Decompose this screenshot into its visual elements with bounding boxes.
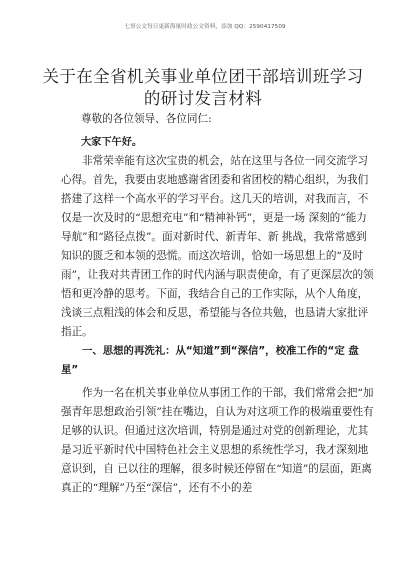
document-title: 关于在全省机关事业单位团干部培训班学习的研讨发言材料 bbox=[42, 67, 364, 108]
salutation: 尊敬的各位领导、各位同仁: bbox=[81, 113, 212, 125]
header-note: 七哥公文每日更新海量时政公文资料，添加 QQ：2590417509 bbox=[124, 24, 286, 30]
section-heading: 一、思想的再洗礼：从“知道”到“深信”，校准工作的“定 盘星” bbox=[61, 345, 359, 376]
document-body bbox=[61, 110, 375, 498]
greeting: 大家下午好。 bbox=[81, 137, 143, 148]
intro-paragraph: 非常荣幸能有这次宝贵的机会，站在这里与各位一同交流学习心得。首先，我要由衷地感谢省团委和省团校的精心组织，为我们搭建了这样一个高水平的学习平台。这几天的培训，对我而言，不仅是一次及时的“思想充电”和“精神补钙”，更是一场 深刻的”能力导航”和“路径点拨”。面对新时代、新青年、新 挑战，我常常感到知识的匮乏和本领的恐慌。而这次培训，恰如一场思想上的“及时雨”，让我对共青团工作的时代内涵与职责使命，有了更深层次的领悟和更冷静的思考。下面，我结合自己的工作实际，从个人角度，浅谈三点粗浅的体会和反思，希望能与各位共勉，也恳请大家批评指正。 bbox=[61, 155, 374, 338]
section-paragraph: 作为一名在机关事业单位从事团工作的干部，我们常常会把“加强青年思想政治引领”挂在嘴边，自认为对这项工作的极端重要性有足够的认识。但通过这次培训，特别是通过对党的创新理论，尤其是习近平新时代中国特色社会主义思想的系统性学习，我才深刻地意识到，自 已以往的理解，很多时候还停留在“知道”的层面，距离真正的“理解”乃至“深信”，还有不小的差 bbox=[61, 387, 374, 494]
